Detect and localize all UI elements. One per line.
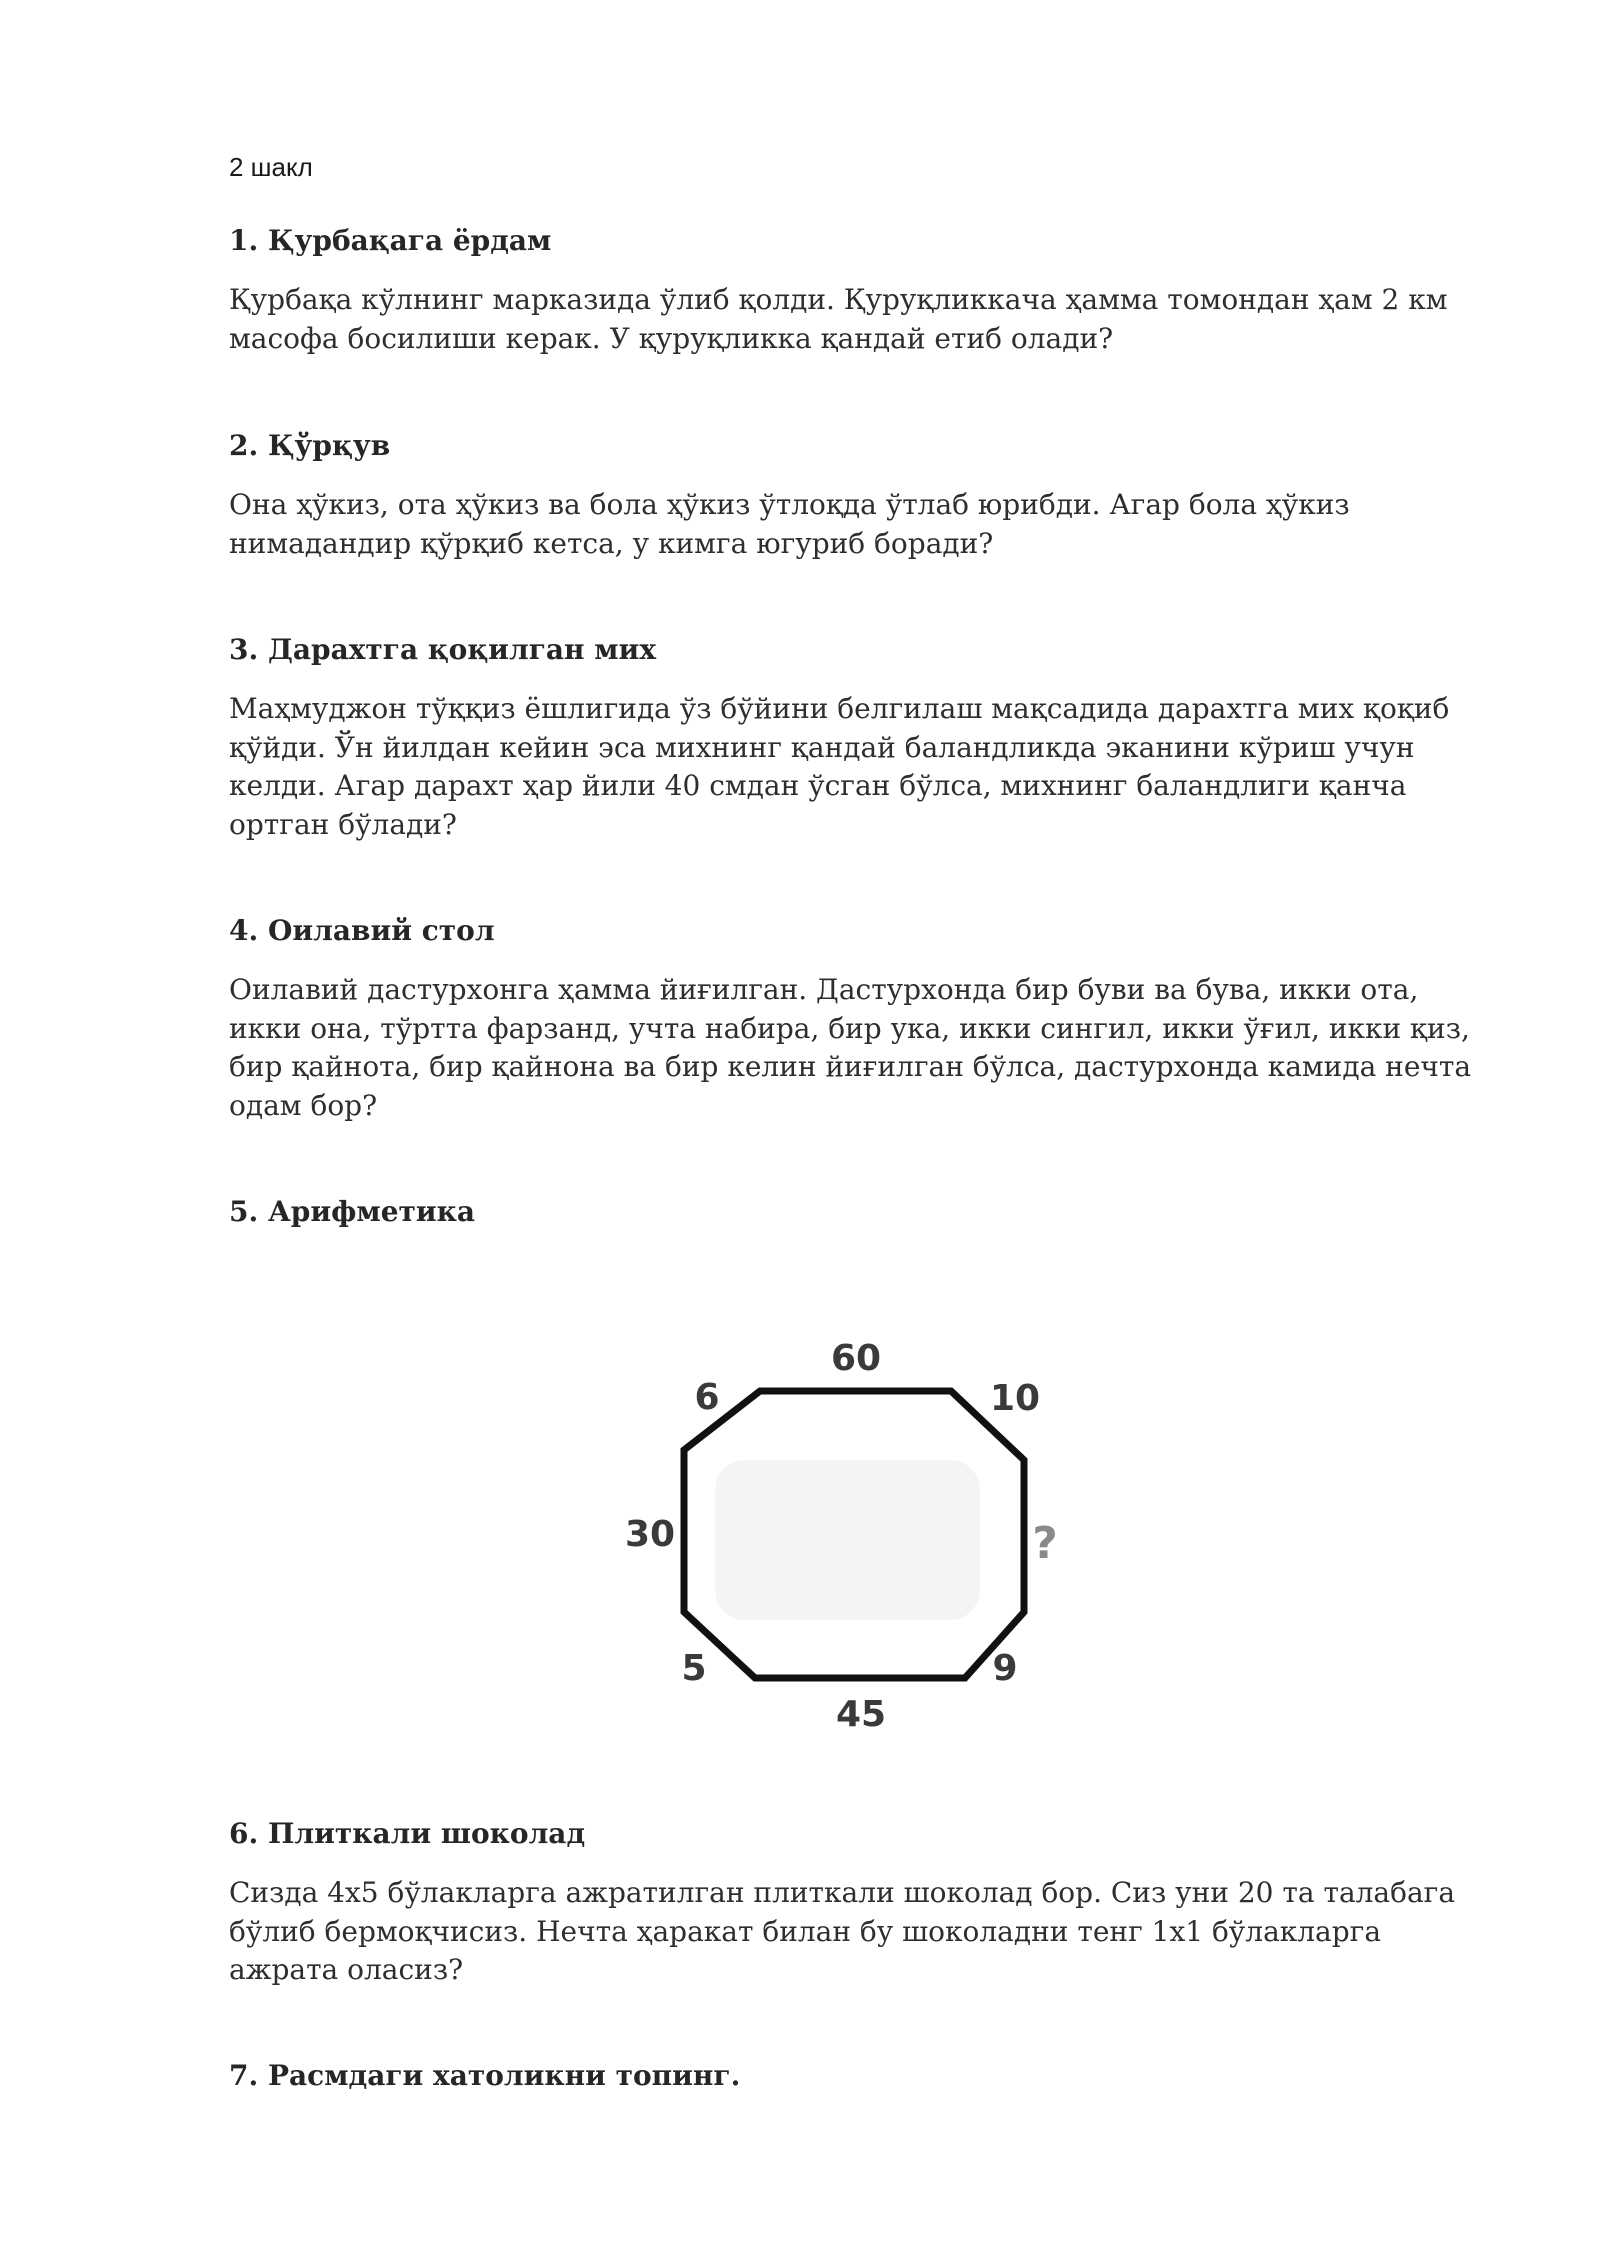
label-bottom-left: 5: [681, 1648, 707, 1689]
question-1-text: Қурбақа кўлнинг марказида ўлиб қолди. Қуруқликкача ҳамма томондан ҳам 2 км масофа босилиши керак. У қуруқликка қандай етиб олади?: [229, 283, 1448, 355]
octagon-figure: [600, 1320, 1120, 1760]
label-left: 30: [624, 1514, 676, 1555]
question-3-text: Маҳмуджон тўққиз ёшлигида ўз бўйини белгилаш мақсадида дарахтга мих қоқиб қўйди. Ўн йилдан кейин эса михнинг қандай баландликда эканини кўриш учун келди. Агар дарахт ҳар йили 40 смдан ўсган бўлса, михнинг баландлиги қанча ортган бўлади?: [229, 692, 1450, 841]
question-6-text: Сизда 4х5 бўлакларга ажратилган плиткали шоколад бор. Сиз уни 20 та талабага бўлиб бермоқчисиз. Нечта ҳаракат билан бу шоколадни тенг 1х1 бўлакларга ажрата оласиз?: [229, 1876, 1456, 1986]
question-1-title: 1. Қурбақага ёрдам: [229, 224, 552, 257]
question-2-text: Она ҳўкиз, ота ҳўкиз ва бола ҳўкиз ўтлоқда ўтлаб юрибди. Агар бола ҳўкиз нимадандир қўрқиб кетса, у кимга югуриб боради?: [229, 488, 1350, 560]
question-4-text: Оилавий дастурхонга ҳамма йиғилган. Дастурхонда бир буви ва бува, икки ота, икки она, тўртта фарзанд, учта набира, бир ука, икки сингил, икки ўғил, икки қиз, бир қайнота, бир қайнона ва бир келин йиғилган бўлса, дастурхонда камида нечта одам бор?: [229, 973, 1472, 1122]
label-top: 60: [830, 1338, 882, 1379]
form-label: 2 шакл: [229, 152, 313, 182]
octagon-diagram: [600, 1320, 1120, 1760]
label-bottom: 45: [835, 1694, 887, 1735]
question-3-title: 3. Дарахтга қоқилган мих: [229, 633, 657, 666]
question-6-title: 6. Плиткали шоколад: [229, 1817, 586, 1850]
label-top-left: 6: [694, 1377, 720, 1418]
figure-background-shade: [715, 1460, 980, 1620]
label-right-unknown: ?: [1032, 1518, 1058, 1569]
label-bottom-right: 9: [992, 1648, 1018, 1689]
question-4-title: 4. Оилавий стол: [229, 914, 495, 947]
question-2-title: 2. Қўрқув: [229, 429, 391, 462]
label-top-right: 10: [989, 1378, 1041, 1419]
question-5-title: 5. Арифметика: [229, 1195, 475, 1228]
question-7-title: 7. Расмдаги хатоликни топинг.: [229, 2059, 741, 2092]
